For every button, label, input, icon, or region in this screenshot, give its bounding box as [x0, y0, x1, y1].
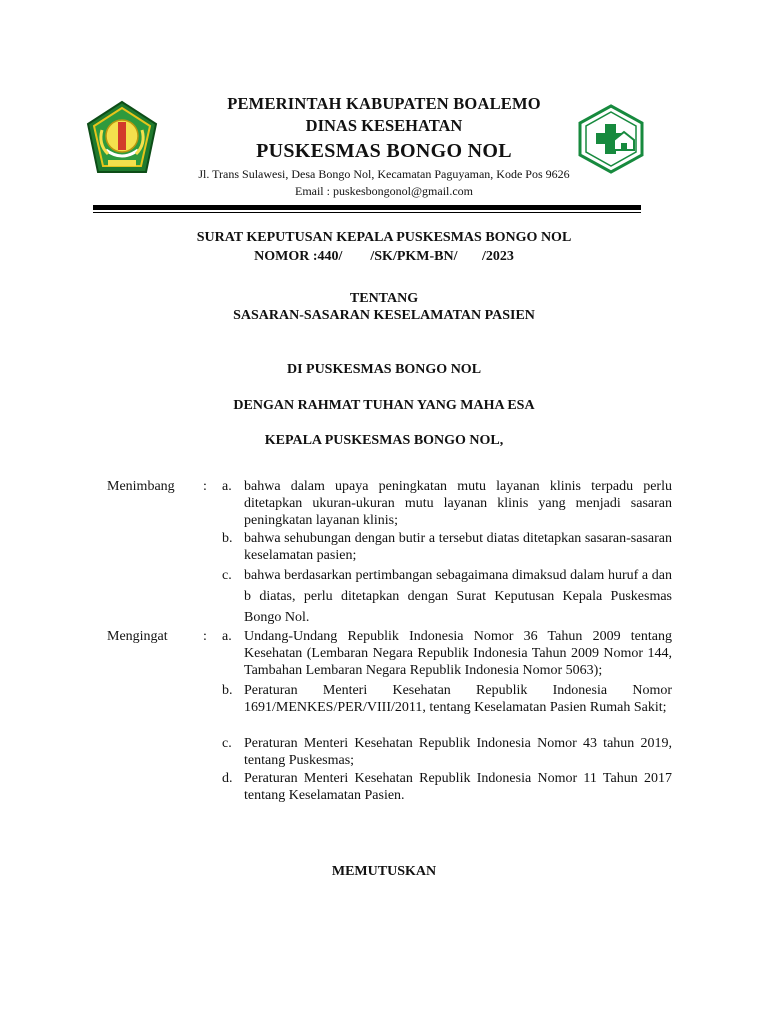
boalemo-emblem-logo: [84, 100, 160, 176]
item-letter: b.: [222, 683, 233, 698]
item-text: Peraturan Menteri Kesehatan Republik Indonesia Nomor 11 Tahun 2017 tentang Keselamatan Pasien.: [244, 771, 672, 803]
item-text: Peraturan Menteri Kesehatan Republik Indonesia Nomor 43 tahun 2019, tentang Puskesmas;: [244, 736, 672, 768]
mengingat-label: Mengingat: [107, 629, 168, 644]
letterhead-thin-rule: [93, 212, 641, 213]
about-label: TENTANG: [349, 291, 419, 306]
list-item: [222, 530, 672, 564]
letterhead: [170, 93, 598, 199]
email: Email : puskesbongonol@gmail.com: [294, 184, 474, 198]
letterhead-thick-rule: [93, 205, 641, 210]
list-item: [222, 682, 672, 716]
menimbang-colon: :: [203, 479, 207, 494]
government-name: PEMERINTAH KABUPATEN BOALEMO: [227, 94, 541, 113]
item-letter: a.: [222, 629, 232, 644]
decree-title: SURAT KEPUTUSAN KEPALA PUSKESMAS BONGO NOL: [196, 230, 572, 245]
item-text: bahwa berdasarkan pertimbangan sebagaimana dimaksud dalam huruf a dan b diatas, perlu ditetapkan dengan Surat Keputusan Kepala Puskesmas Bongo Nol.: [244, 568, 672, 625]
menimbang-label: Menimbang: [107, 479, 175, 494]
item-letter: c.: [222, 736, 232, 751]
decree-location: DI PUSKESMAS BONGO NOL: [286, 362, 482, 377]
item-text: Peraturan Menteri Kesehatan Republik Indonesia Nomor 1691/MENKES/PER/VIII/2011, tentang Keselamatan Pasien Rumah Sakit;: [244, 683, 672, 715]
item-letter: b.: [222, 531, 233, 546]
list-item: [222, 478, 672, 529]
item-text: bahwa dalam upaya peningkatan mutu layanan klinis terpadu perlu ditetapkan ukuran-ukuran mutu layanan klinis yang menjadi sasaran peningkatan layanan klinis;: [244, 479, 672, 528]
item-text: Undang-Undang Republik Indonesia Nomor 36 Tahun 2009 tentang Kesehatan (Lembaran Negara Republik Indonesia Tahun 2009 Nomor 144, Tambahan Lembaran Negara Republik Indonesia Nomor 5063);: [244, 629, 672, 678]
head-title: KEPALA PUSKESMAS BONGO NOL,: [264, 433, 504, 448]
item-letter: a.: [222, 479, 232, 494]
mengingat-colon: :: [203, 629, 207, 644]
blessing-line: DENGAN RAHMAT TUHAN YANG MAHA ESA: [233, 398, 535, 413]
list-item: [222, 735, 672, 769]
list-item: [222, 770, 672, 804]
list-item: [222, 628, 672, 679]
department-name: DINAS KESEHATAN: [305, 116, 463, 135]
decide-heading: MEMUTUSKAN: [331, 864, 437, 879]
decree-number: NOMOR :440/ /SK/PKM-BN/ /2023: [254, 249, 514, 264]
address: Jl. Trans Sulawesi, Desa Bongo Nol, Kecamatan Paguyaman, Kode Pos 9626: [198, 167, 570, 181]
institution-name: PUSKESMAS BONGO NOL: [256, 140, 512, 162]
decree-subject: SASARAN-SASARAN KESELAMATAN PASIEN: [233, 308, 535, 323]
item-letter: c.: [222, 568, 232, 583]
item-text: bahwa sehubungan dengan butir a tersebut diatas ditetapkan sasaran-sasaran keselamatan pasien;: [244, 531, 672, 563]
item-letter: d.: [222, 771, 233, 786]
list-item: [222, 565, 672, 628]
